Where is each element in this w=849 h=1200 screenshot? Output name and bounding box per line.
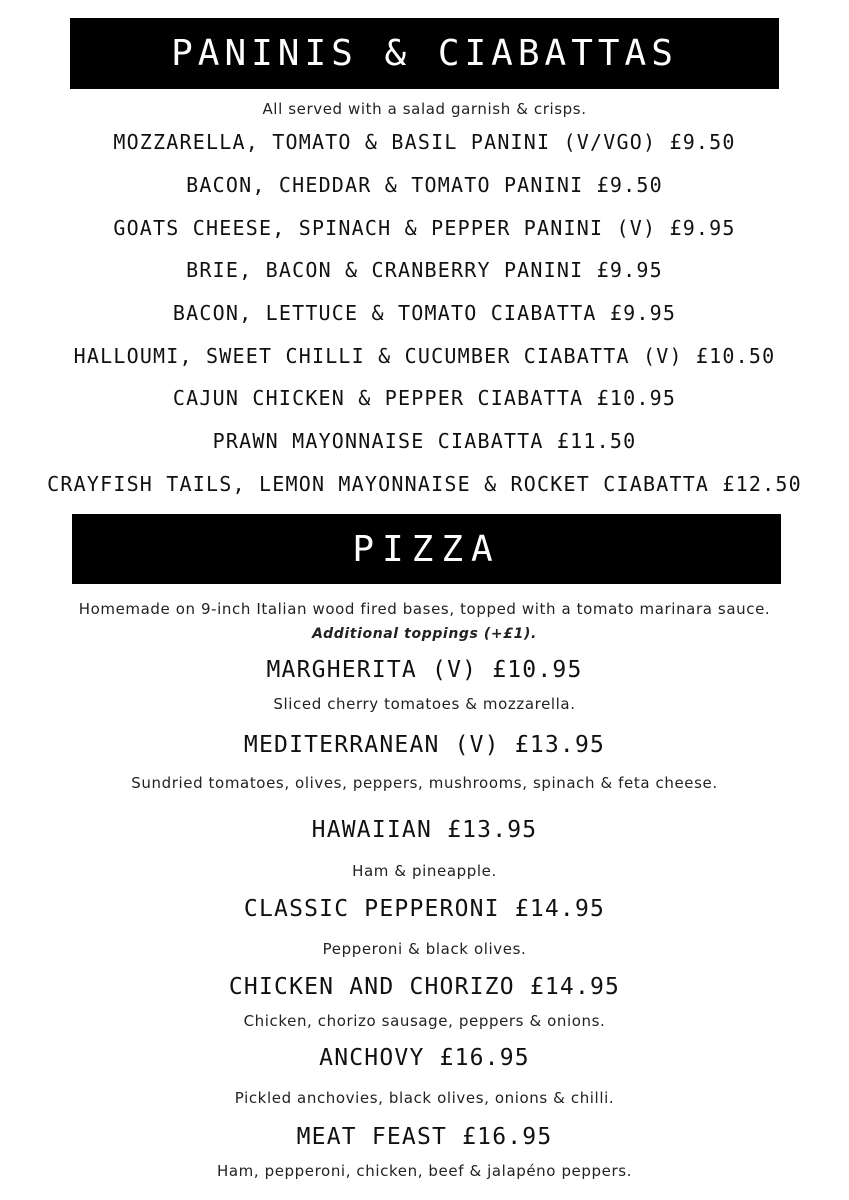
panini-item: BACON, CHEDDAR & TOMATO PANINI £9.50	[186, 173, 663, 197]
pizza-item-description: Chicken, chorizo sausage, peppers & onions.	[243, 1012, 606, 1030]
pizza-subtitle: Homemade on 9-inch Italian wood fired bases, topped with a tomato marinara sauce.	[78, 600, 771, 618]
panini-item: CAJUN CHICKEN & PEPPER CIABATTA £10.95	[172, 386, 677, 410]
pizza-item-name: CHICKEN AND CHORIZO £14.95	[228, 974, 621, 1000]
pizza-item-name: CLASSIC PEPPERONI £14.95	[243, 896, 606, 922]
paninis-subtitle: All served with a salad garnish & crisps.	[262, 100, 587, 118]
panini-item: PRAWN MAYONNAISE CIABATTA £11.50	[212, 429, 637, 453]
paninis-section-title: PANINIS & CIABATTAS	[70, 18, 779, 89]
pizza-item-name: MARGHERITA (V) £10.95	[266, 657, 583, 683]
pizza-item-description: Ham, pepperoni, chicken, beef & jalapéno peppers.	[216, 1162, 633, 1180]
panini-item: MOZZARELLA, TOMATO & BASIL PANINI (V/VGO) £9.50	[113, 130, 736, 154]
pizza-item-description: Ham & pineapple.	[352, 862, 497, 880]
panini-item: GOATS CHEESE, SPINACH & PEPPER PANINI (V) £9.95	[113, 216, 736, 240]
pizza-item-name: MEAT FEAST £16.95	[296, 1124, 553, 1150]
pizza-section-title: PIZZA	[72, 514, 781, 584]
pizza-item-description: Pickled anchovies, black olives, onions & chilli.	[234, 1089, 615, 1107]
pizza-item-description: Pepperoni & black olives.	[322, 940, 527, 958]
pizza-item-description: Sliced cherry tomatoes & mozzarella.	[273, 695, 576, 713]
pizza-toppings-note: Additional toppings (+£1).	[312, 626, 537, 642]
pizza-item-name: HAWAIIAN £13.95	[311, 817, 538, 843]
pizza-item-name: MEDITERRANEAN (V) £13.95	[243, 732, 606, 758]
pizza-item-description: Sundried tomatoes, olives, peppers, mushrooms, spinach & feta cheese.	[131, 774, 718, 792]
panini-item: BACON, LETTUCE & TOMATO CIABATTA £9.95	[172, 301, 677, 325]
panini-item: BRIE, BACON & CRANBERRY PANINI £9.95	[186, 258, 663, 282]
panini-item: CRAYFISH TAILS, LEMON MAYONNAISE & ROCKET CIABATTA £12.50	[47, 472, 802, 496]
pizza-item-name: ANCHOVY £16.95	[319, 1045, 530, 1071]
panini-item: HALLOUMI, SWEET CHILLI & CUCUMBER CIABATTA (V) £10.50	[73, 344, 776, 368]
